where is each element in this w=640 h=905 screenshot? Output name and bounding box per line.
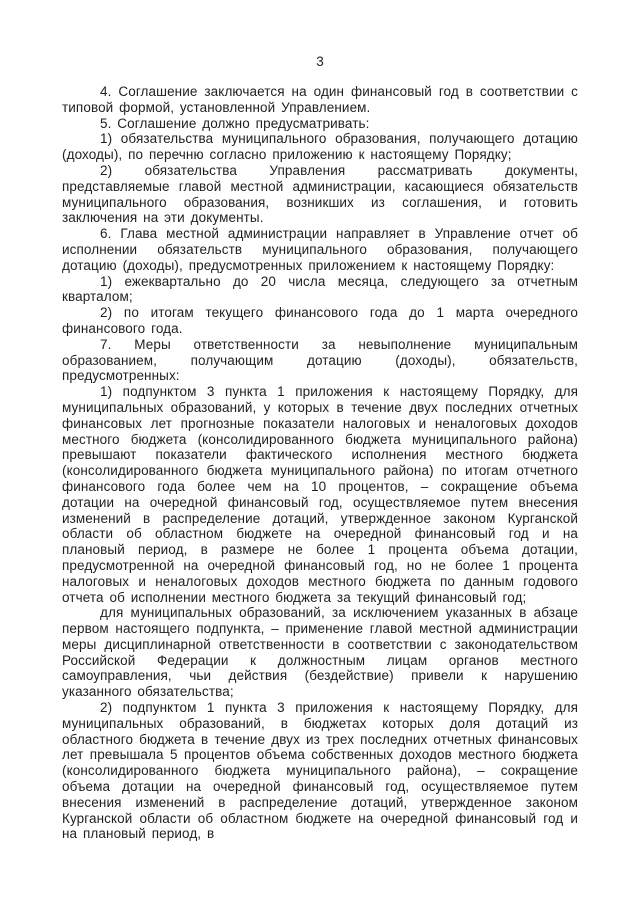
paragraph: 1) подпунктом 3 пункта 1 приложения к настоящему Порядку, для муниципальных образований, у которых в течение двух последних отчетных финансовых лет прогнозные показатели налоговых и неналоговых доходов местного бюджета (консолидированного бюджета муниципального района) превышают показатели фактического исполнения местного бюджета (консолидированного бюджета муниципального района) по итогам отчетного финансового года более чем на 10 процентов, – сокращение объема дотации на очередной финансовый год, осуществляемое путем внесения изменений в распределение дотаций, утвержденное законом Курганской области об областном бюджете на очередной финансовый год и на плановый период, в размере не более 1 процента объема дотации, предусмотренной на очередной финансовый год, но не более 1 процента налоговых и неналоговых доходов местного бюджета по данным годового отчета об исполнении местного бюджета за текущий финансовый год; bbox=[62, 384, 578, 605]
paragraph: 1) обязательства муниципального образования, получающего дотацию (доходы), по перечню согласно приложению к настоящему Порядку; bbox=[62, 131, 578, 163]
paragraph: 2) подпунктом 1 пункта 3 приложения к настоящему Порядку, для муниципальных образований, в бюджетах которых доля дотаций из областного бюджета в течение двух из трех последних отчетных финансовых лет превышала 5 процентов объема собственных доходов местного бюджета (консолидированного бюджета муниципального района), – сокращение объема дотации на очередной финансовый год, осуществляемое путем внесения изменений в распределение дотаций, утвержденное законом Курганской области об областном бюджете на очередной финансовый год и на плановый период, в bbox=[62, 700, 578, 842]
paragraph: 2) по итогам текущего финансового года до 1 марта очередного финансового года. bbox=[62, 305, 578, 336]
paragraph: для муниципальных образований, за исключением указанных в абзаце первом настоящего подпункта, – применение главой местной администрации меры дисциплинарной ответственности в соответствии с законодательством Российской Федерации к должностным лицам органов местного самоуправления, чьи действия (бездействие) привели к нарушению указанного обязательства; bbox=[62, 605, 578, 700]
paragraph: 1) ежеквартально до 20 числа месяца, следующего за отчетным кварталом; bbox=[62, 273, 578, 305]
paragraph: 7. Меры ответственности за невыполнение муниципальным образованием, получающим дотацию (доходы), обязательств, предусмотренных: bbox=[62, 336, 578, 384]
paragraph: 5. Соглашение должно предусматривать: bbox=[100, 115, 370, 131]
paragraph: 4. Соглашение заключается на один финансовый год в соответствии с типовой формой, установленной Управлением. bbox=[62, 84, 578, 115]
paragraph: 2) обязательства Управления рассматривать документы, представляемые главой местной администрации, касающиеся обязательств муниципального образования, возникших из соглашения, и готовить заключения на эти документы. bbox=[62, 162, 578, 226]
page-number: 3 bbox=[316, 54, 324, 69]
paragraph: 6. Глава местной администрации направляет в Управление отчет об исполнении обязательств муниципального образования, получающего дотацию (доходы), предусмотренных приложением к настоящему Порядку: bbox=[62, 226, 578, 273]
document-body bbox=[62, 84, 578, 842]
